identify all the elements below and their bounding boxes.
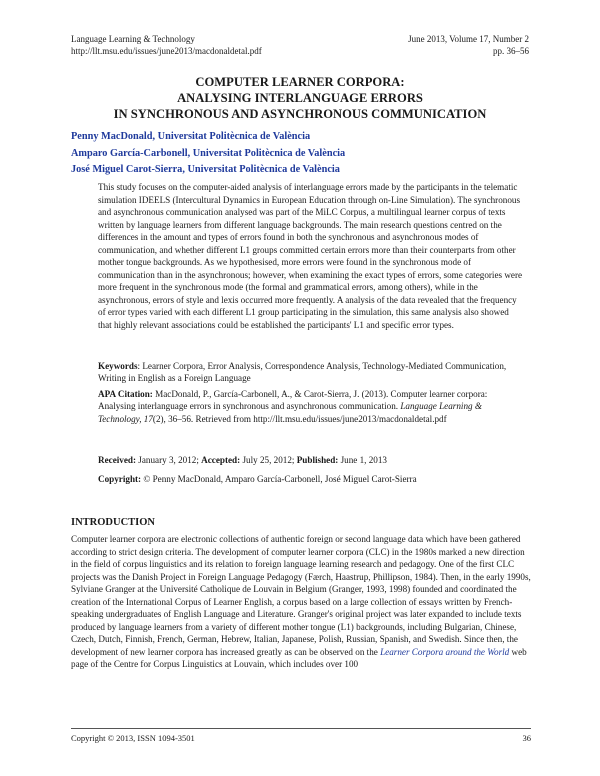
copyright-text: © Penny MacDonald, Amparo García-Carbonell, José Miguel Carot-Sierra — [141, 474, 417, 484]
publication-dates — [98, 454, 524, 466]
keywords-label: Keywords — [98, 361, 138, 371]
issue-info: June 2013, Volume 17, Number 2 — [408, 34, 529, 44]
author-item[interactable]: Penny MacDonald, Universitat Politècnica de València — [71, 131, 311, 142]
keywords — [98, 360, 524, 385]
intro-text-end: web page of the Centre for Corpus Linguistics at Louvain, which includes over 100 — [71, 646, 527, 670]
copyright-label: Copyright: — [98, 474, 142, 484]
article-url[interactable]: http://llt.msu.edu/issues/june2013/macdonaldetal.pdf — [71, 46, 262, 56]
section-heading: INTRODUCTION — [71, 517, 156, 528]
footer-divider — [71, 728, 531, 729]
received-label: Received: — [98, 455, 137, 465]
citation-text-end: (2), 36–56. Retrieved from http://llt.msu.edu/issues/june2013/macdonaldetal.pdf — [152, 413, 447, 424]
received-date: January 3, 2012; — [136, 455, 202, 465]
title-line: IN SYNCHRONOUS AND ASYNCHRONOUS COMMUNICATION — [113, 107, 487, 121]
page-range: pp. 36–56 — [493, 46, 529, 56]
citation-label: APA Citation: — [98, 389, 153, 399]
intro-text: Computer learner corpora are electronic collections of authentic foreign or second language data which have been gathered according to strict design criteria. The development of computer learner corpora (CLC) in the 1980s marked a new direction in the field of corpus linguistics and its relation to foreign language learning research and pedagogy. One of the first CLC projects was the Danish Project in Foreign Language Pedagogy (Færch, Haastrup, Phillipson, 1984). Then, in the early 1990s, Sylviane Granger at the Université Catholique de Louvain in Belgium (Granger, 1993, 1998) founded and coordinated the creation of the International Corpus of Learner English, a corpus based on a large collection of essays written by French-speaking undergraduates of English Language and Literature. Granger's original project was later expanded to include texts produced by language learners from a variety of different mother tongue (L1) backgrounds, including Bulgarian, Chinese, Czech, Dutch, Finnish, French, German, Hebrew, Italian, Japanese, Polish, Russian, Spanish, and Swedish. Since then, the development of new learner corpora has increased greatly as can be observed on the — [71, 534, 531, 657]
citation-text: MacDonald, P., García-Carbonell, A., & Carot-Sierra, J. (2013). Computer learner corpora: Analysing interlanguage errors in synchronous and asynchronous communication. — [98, 389, 488, 412]
title-line: ANALYSING INTERLANGUAGE ERRORS — [177, 91, 423, 105]
article-title — [0, 74, 600, 122]
author-list — [71, 129, 345, 179]
page-number: 36 — [522, 733, 531, 743]
author-item[interactable]: José Miguel Carot-Sierra, Universitat Politècnica de València — [71, 164, 340, 176]
abstract-text: This study focuses on the computer-aided analysis of interlanguage errors made by the participants in the telematic simulation IDEELS (Intercultural Dynamics in European Education through on-Line Simulation). The synchronous and asynchronous communication analysed was part of the MiLC Corpus, a multilingual learner corpus of texts written by language learners from different language backgrounds. The main research questions centred on the differences in the amount and types of errors found in both the synchronous and asynchronous modes of communication, and whether different L1 groups committed certain errors more than their counterparts from other mother tongue backgrounds. As we hypothesised, more errors were found in the synchronous mode of communication than in the asynchronous; however, when examining the exact types of errors, some categories were more frequent in the synchronous mode (the formal and grammatical errors, among others), while in the asynchronous, errors of style and lexis occurred more frequently. A analysis of the data revealed that the frequency of error types varied with each different L1 group participating in the simulation, this same analysis also showed that highly relevant associations could be established the participants' L1 and specific error types. — [98, 182, 523, 331]
page-footer — [71, 733, 531, 743]
apa-citation — [98, 388, 524, 425]
learner-corpora-link[interactable]: Learner Corpora around the World — [380, 646, 510, 657]
author-item[interactable]: Amparo García-Carbonell, Universitat Politècnica de València — [71, 147, 346, 159]
footer-copyright: Copyright © 2013, ISSN 1094-3501 — [71, 733, 195, 743]
keywords-text: : Learner Corpora, Error Analysis, Correspondence Analysis, Technology-Mediated Communication, Writing in English as a Foreign Language — [98, 361, 507, 384]
citation-journal: Language Learning & Technology, 17 — [98, 401, 482, 424]
journal-name: Language Learning & Technology — [71, 34, 195, 44]
published-label: Published: — [296, 455, 339, 465]
copyright-statement — [98, 473, 524, 485]
page-header — [71, 33, 529, 57]
intro-paragraph — [71, 533, 531, 671]
published-date: June 1, 2013 — [338, 455, 387, 465]
accepted-label: Accepted: — [201, 455, 241, 465]
accepted-date: July 25, 2012; — [240, 455, 297, 465]
abstract — [98, 181, 524, 332]
title-line: COMPUTER LEARNER CORPORA: — [195, 75, 405, 89]
